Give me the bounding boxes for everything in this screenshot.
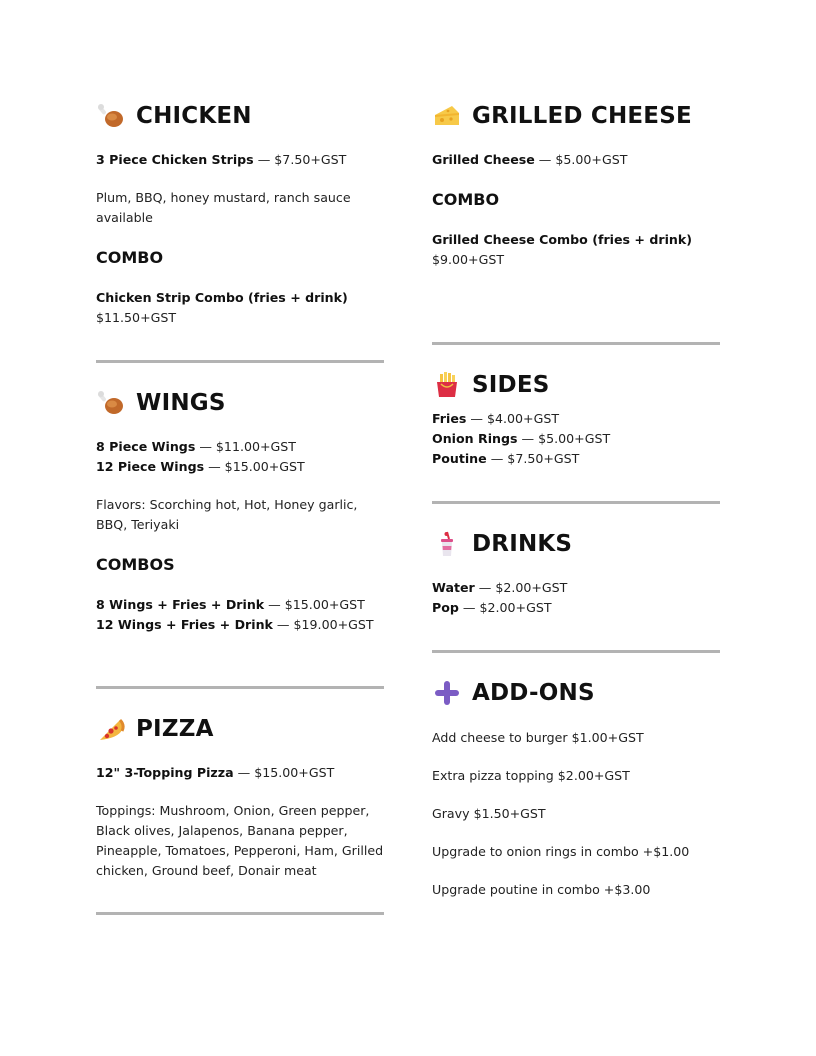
combo-name: 8 Wings + Fries + Drink	[96, 597, 265, 612]
pizza-section	[96, 711, 384, 915]
poultry-leg-icon	[96, 388, 126, 418]
sides-section	[432, 367, 720, 504]
item-name: 8 Piece Wings	[96, 439, 196, 454]
sauce-note: Plum, BBQ, honey mustard, ranch sauce available	[96, 190, 351, 225]
section-title: ADD-ONS	[472, 680, 595, 706]
combo-price: $9.00+GST	[432, 252, 505, 267]
grilled-cheese-heading	[432, 98, 720, 134]
item-price: — $11.00+GST	[195, 439, 296, 454]
cheese-icon	[432, 101, 462, 131]
pizza-icon	[96, 714, 126, 744]
flavor-note: Flavors: Scorching hot, Hot, Honey garlic, BBQ, Teriyaki	[96, 497, 358, 532]
combo-item	[432, 230, 720, 250]
addon-item: Upgrade poutine in combo +$3.00	[432, 882, 651, 897]
section-title: SIDES	[472, 372, 550, 398]
addon-item: Add cheese to burger $1.00+GST	[432, 730, 644, 745]
section-title: CHICKEN	[136, 103, 252, 129]
addon-item: Gravy $1.50+GST	[432, 806, 546, 821]
menu-item	[432, 578, 720, 598]
item-name: Pop	[432, 600, 459, 615]
plus-icon	[432, 678, 462, 708]
item-price: — $7.50+GST	[253, 152, 347, 167]
item-price: — $5.00+GST	[517, 431, 611, 446]
section-title: DRINKS	[472, 531, 573, 557]
section-title: WINGS	[136, 390, 226, 416]
item-price: — $15.00+GST	[204, 459, 305, 474]
item-name: 12 Piece Wings	[96, 459, 205, 474]
item-price: — $4.00+GST	[466, 411, 560, 426]
item-price: — $2.00+GST	[474, 580, 568, 595]
item-name: Poutine	[432, 451, 487, 466]
left-column	[96, 96, 384, 915]
menu-item	[432, 429, 720, 449]
menu-item	[432, 598, 720, 618]
combo-name: 12 Wings + Fries + Drink	[96, 617, 273, 632]
item-price: — $7.50+GST	[486, 451, 580, 466]
combo-price: — $19.00+GST	[272, 617, 374, 632]
menu-item	[96, 763, 384, 783]
chicken-heading	[96, 98, 384, 134]
menu-item	[96, 457, 384, 477]
addon-item: Upgrade to onion rings in combo +$1.00	[432, 844, 690, 859]
item-price: — $15.00+GST	[233, 765, 335, 780]
menu-item	[432, 449, 720, 469]
addons-heading	[432, 675, 720, 711]
drinks-heading	[432, 526, 720, 562]
wings-section	[96, 385, 384, 689]
combo-heading: COMBO	[432, 190, 500, 209]
sides-heading	[432, 367, 720, 403]
section-title: PIZZA	[136, 716, 214, 742]
item-name: Fries	[432, 411, 467, 426]
combo-item	[96, 288, 384, 308]
french-fries-icon	[432, 370, 462, 400]
chicken-section	[96, 98, 384, 363]
toppings-note: Toppings: Mushroom, Onion, Green pepper, Black olives, Jalapenos, Banana pepper, Pineapple, Tomatoes, Pepperoni, Ham, Grilled chicken, Ground beef, Donair meat	[96, 803, 384, 878]
combo-name: Grilled Cheese Combo (fries + drink)	[432, 232, 692, 247]
item-name: Onion Rings	[432, 431, 518, 446]
item-price: — $5.00+GST	[534, 152, 628, 167]
section-divider	[432, 650, 720, 653]
combo-item	[96, 615, 384, 635]
pizza-heading	[96, 711, 384, 747]
grilled-cheese-section	[432, 98, 720, 345]
section-title: GRILLED CHEESE	[472, 103, 692, 129]
menu-item	[96, 437, 384, 457]
item-name: Grilled Cheese	[432, 152, 535, 167]
combo-price: — $15.00+GST	[264, 597, 365, 612]
section-divider	[432, 501, 720, 504]
poultry-leg-icon	[96, 101, 126, 131]
section-divider	[96, 686, 384, 689]
menu-item	[432, 409, 720, 429]
addons-section	[432, 675, 720, 900]
combo-item	[96, 595, 384, 615]
item-name: 12" 3-Topping Pizza	[96, 765, 234, 780]
combo-price: $11.50+GST	[96, 310, 177, 325]
menu-item	[96, 150, 384, 170]
menu-item	[432, 150, 720, 170]
addon-item: Extra pizza topping $2.00+GST	[432, 768, 630, 783]
cup-with-straw-icon	[432, 529, 462, 559]
combo-heading: COMBO	[96, 248, 164, 267]
item-name: 3 Piece Chicken Strips	[96, 152, 254, 167]
section-divider	[96, 912, 384, 915]
drinks-section	[432, 526, 720, 653]
right-column	[432, 96, 720, 900]
section-divider	[96, 360, 384, 363]
wings-heading	[96, 385, 384, 421]
section-divider	[432, 342, 720, 345]
combos-heading: COMBOS	[96, 555, 175, 574]
item-price: — $2.00+GST	[458, 600, 552, 615]
combo-name: Chicken Strip Combo (fries + drink)	[96, 290, 348, 305]
item-name: Water	[432, 580, 475, 595]
